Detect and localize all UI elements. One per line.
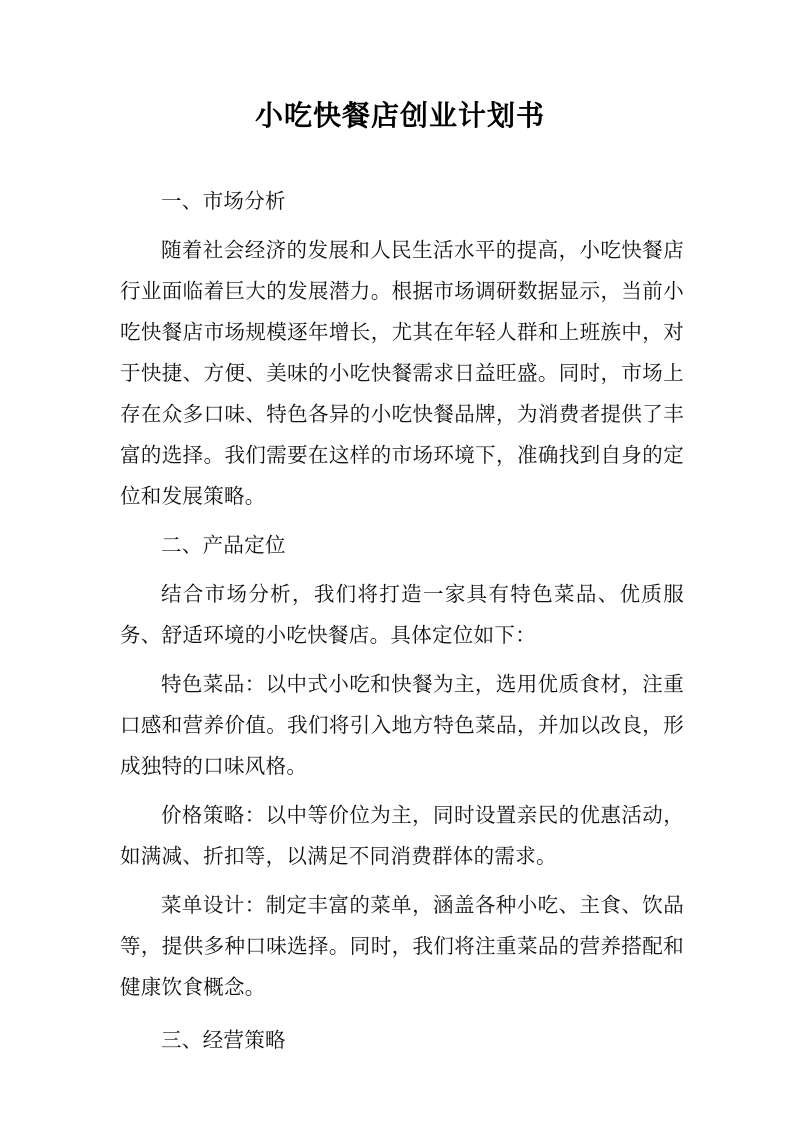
section-heading-market-analysis: 一、市场分析 bbox=[161, 189, 286, 213]
document-title: 小吃快餐店创业计划书 bbox=[254, 99, 545, 132]
paragraph-positioning-intro: 结合市场分析，我们将打造一家具有特色菜品、优质服务、舒适环境的小吃快餐店。具体定位如下： bbox=[120, 582, 684, 647]
section-heading-product-positioning: 二、产品定位 bbox=[161, 533, 286, 557]
paragraph-featured-dishes: 特色菜品：以中式小吃和快餐为主，选用优质食材，注重口感和营养价值。我们将引入地方特色菜品，并加以改良，形成独特的口味风格。 bbox=[120, 672, 684, 778]
section-heading-business-strategy: 三、经营策略 bbox=[161, 1028, 286, 1052]
paragraph-pricing-strategy: 价格策略：以中等价位为主，同时设置亲民的优惠活动，如满减、折扣等，以满足不同消费群体的需求。 bbox=[120, 803, 684, 868]
document-body bbox=[120, 181, 684, 1061]
paragraph-menu-design: 菜单设计：制定丰富的菜单，涵盖各种小吃、主食、饮品等，提供多种口味选择。同时，我们将注重菜品的营养搭配和健康饮食概念。 bbox=[120, 893, 684, 999]
paragraph-market-analysis: 随着社会经济的发展和人民生活水平的提高，小吃快餐店行业面临着巨大的发展潜力。根据市场调研数据显示，当前小吃快餐店市场规模逐年增长，尤其在年轻人群和上班族中，对于快捷、方便、美味的小吃快餐需求日益旺盛。同时，市场上存在众多口味、特色各异的小吃快餐品牌，为消费者提供了丰富的选择。我们需要在这样的市场环境下，准确找到自身的定位和发展策略。 bbox=[120, 238, 684, 508]
